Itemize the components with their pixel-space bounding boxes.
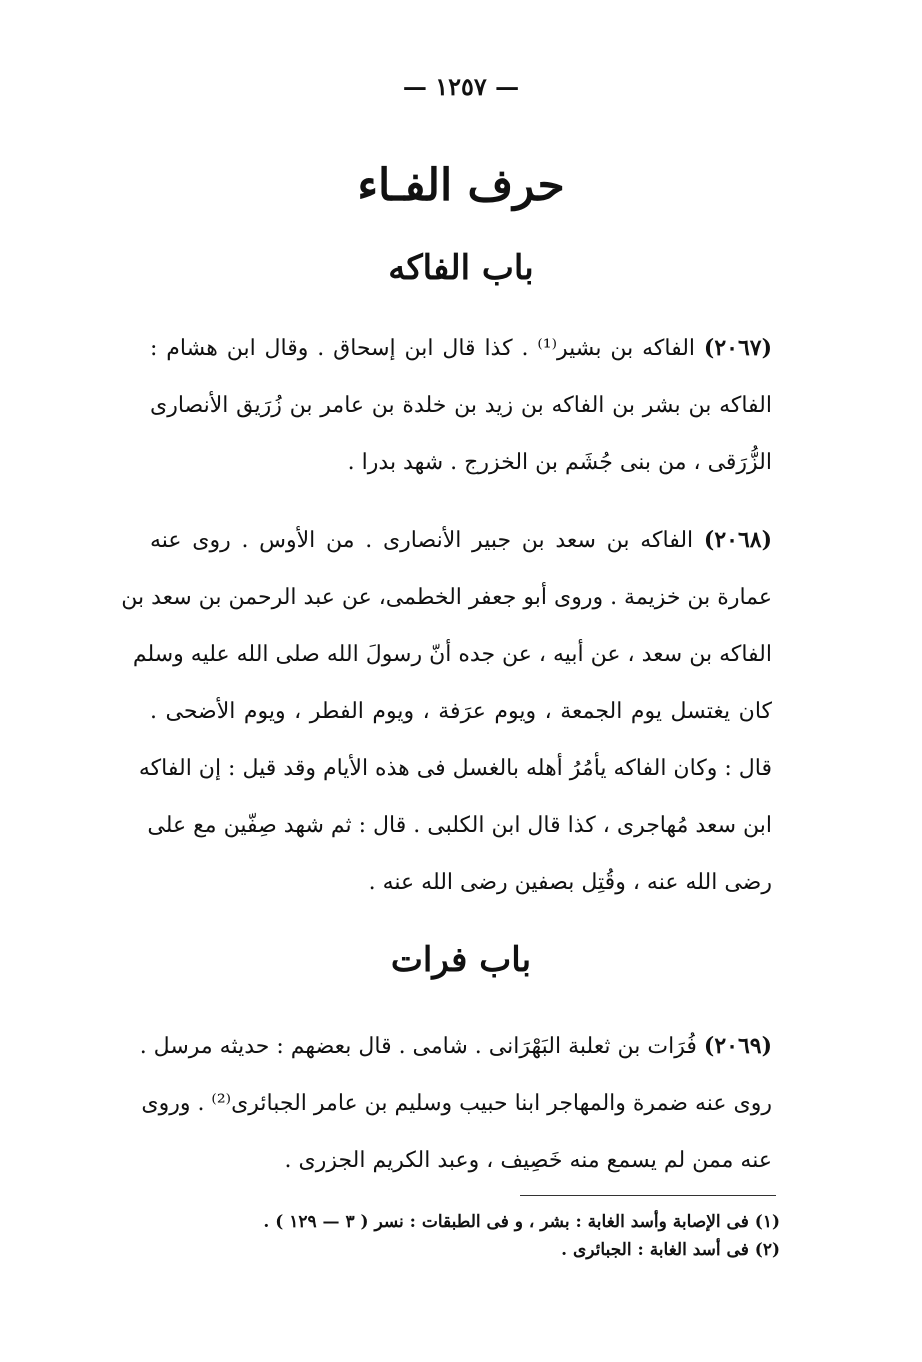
entry-line: كان يغتسل يوم الجمعة ، ويوم عرَفة ، ويوم الفطر ، ويوم الأضحى . — [150, 699, 772, 724]
footnote-divider — [520, 1195, 776, 1196]
footnote-2: (٢) فى أسد الغابة : الجبائرى . — [561, 1240, 780, 1260]
entry-line: رضى الله عنه ، وقُتِل بصفين رضى الله عنه . — [368, 870, 772, 895]
entry-line: الزُّرَقى ، من بنى جُشَم بن الخزرج . شهد بدرا . — [347, 450, 772, 475]
entry-line: قال : وكان الفاكه يأمُرُ أهله بالغسل فى هذه الأيام وقد قيل : إن الفاكه — [138, 756, 772, 781]
entry-line: عمارة بن خزيمة . وروى أبو جعفر الخطمى، عن عبد الرحمن بن سعد بن — [121, 585, 772, 610]
section-title-furat: باب فرات — [390, 940, 532, 980]
entry-number: (٢٠٦٧) — [703, 335, 773, 361]
entry-line — [150, 320, 772, 377]
entry-line: عنه ممن لم يسمع منه خَصِيف ، وعبد الكريم الجزرى . — [284, 1148, 772, 1173]
page-number: — ١٢٥٧ — — [402, 72, 520, 101]
entry-line — [150, 512, 772, 569]
entry-line: ابن سعد مُهاجرى ، كذا قال ابن الكلبى . قال : ثم شهد صِفّين مع على — [147, 813, 772, 838]
entry-line: الفاكه بن سعد ، عن أبيه ، عن جده أنّ رسولَ الله صلى الله عليه وسلم — [132, 642, 772, 667]
entry-text: الفاكه بن سعد بن جبير الأنصارى . من الأوس . روى عنه — [150, 528, 694, 553]
entry-line — [139, 1018, 772, 1075]
entry-line: روى عنه ضمرة والمهاجر ابنا حبيب وسليم بن عامر الجبائرى⁽²⁾ . وروى — [141, 1091, 772, 1116]
entry-2068 — [121, 512, 772, 911]
footnotes — [150, 1208, 780, 1264]
entry-line: الفاكه بن بشر بن الفاكه بن زيد بن خلدة بن عامر بن زُرَيق الأنصارى — [150, 393, 772, 418]
entry-number: (٢٠٦٩) — [703, 1033, 772, 1059]
entry-text: الفاكه بن بشير⁽¹⁾ . كذا قال ابن إسحاق . وقال ابن هشام : — [150, 336, 696, 361]
footnote-1: (١) فى الإصابة وأسد الغابة : بشر ، و فى الطبقات : نسر ( ٣ — ١٢٩ ) . — [263, 1212, 780, 1232]
chapter-title: حرف الفـاء — [357, 160, 565, 211]
entry-2069 — [139, 1018, 772, 1189]
entry-text: فُرَات بن ثعلبة البَهْرَانى . شامى . قال بعضهم : حديثه مرسل . — [139, 1034, 697, 1059]
entry-2067 — [150, 320, 772, 491]
section-title-fakih: باب الفاكه — [388, 248, 534, 288]
entry-number: (٢٠٦٨) — [703, 527, 772, 553]
